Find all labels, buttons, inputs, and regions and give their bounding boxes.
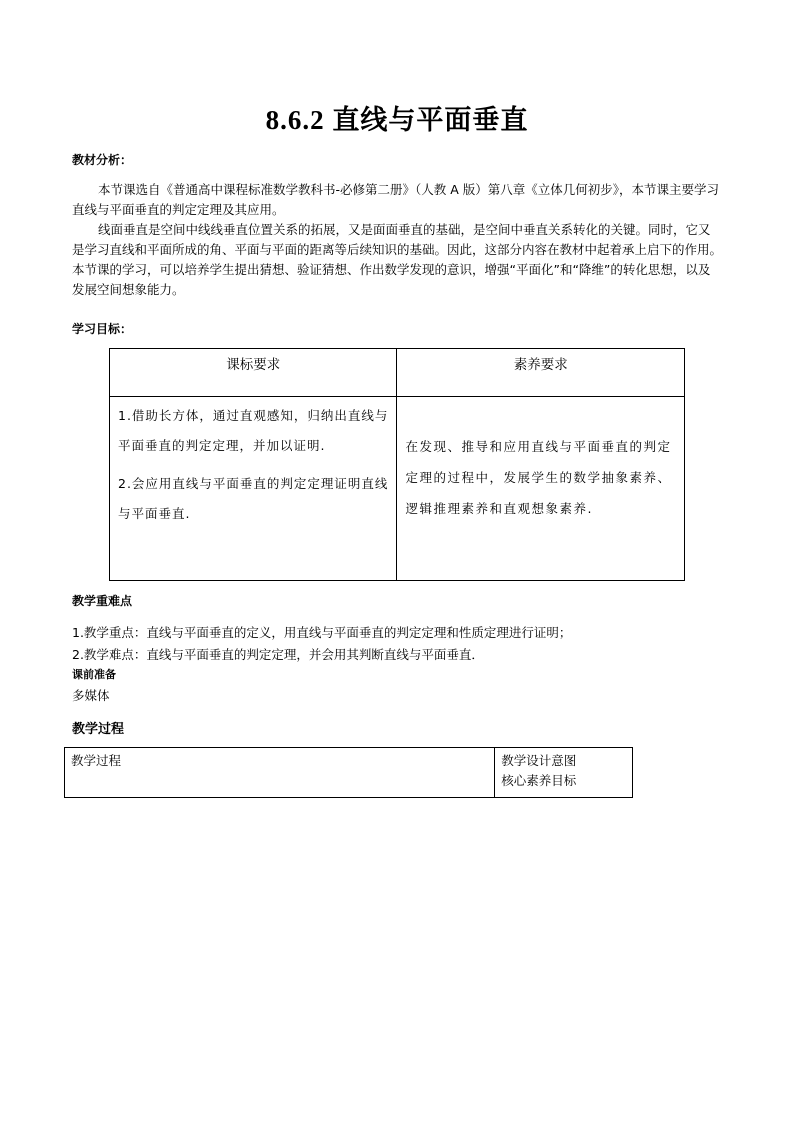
teaching-process-table: [64, 747, 633, 798]
teaching-difficulty: 2.教学难点：直线与平面垂直的判定定理，并会用其判断直线与平面垂直．: [72, 647, 484, 662]
curriculum-requirement-cell: [110, 397, 397, 581]
literacy-requirement-header: 素养要求: [397, 349, 685, 397]
analysis-paragraph-1: 本节课选自《普通高中课程标准数学教科书-必修第二册》（人教 A 版）第八章《立体几何初步》，本节课主要学习直线与平面垂直的判定定理及其应用。: [72, 182, 720, 217]
learning-goals-heading: 学习目标：: [72, 322, 133, 336]
process-column-header: 教学过程: [65, 748, 495, 798]
process-heading: 教学过程: [72, 722, 125, 737]
key-points-heading: 教学重难点: [72, 594, 133, 608]
curriculum-requirement-header: 课标要求: [110, 349, 397, 397]
design-intent-column-header: [495, 748, 633, 798]
preparation-content: 多媒体: [72, 688, 110, 703]
analysis-paragraph-2: 线面垂直是空间中线线垂直位置关系的拓展，又是面面垂直的基础，是空间中垂直关系转化的关键。同时，它又是学习直线和平面所成的角、平面与平面的距离等后续知识的基础。因此，这部分内容在教材中起着承上启下的作用。本节课的学习，可以培养学生提出猜想、验证猜想、作出数学发现的意识，增强“平面化”和“降维”的转化思想，以及发展空间想象能力。: [72, 222, 723, 297]
textbook-analysis-heading: 教材分析：: [72, 153, 133, 167]
literacy-requirement-cell: 在发现、推导和应用直线与平面垂直的判定定理的过程中，发展学生的数学抽象素养、逻辑推理素养和直观想象素养.: [397, 397, 685, 581]
teaching-focus: 1.教学重点：直线与平面垂直的定义，用直线与平面垂直的判定定理和性质定理进行证明；: [72, 625, 572, 640]
curriculum-item-2: 2.会应用直线与平面垂直的判定定理证明直线与平面垂直.: [118, 476, 389, 521]
core-literacy-label: 核心素养目标: [501, 773, 577, 788]
textbook-analysis-body: [72, 180, 722, 300]
page-title: 8.6.2 直线与平面垂直: [265, 105, 529, 135]
preparation-heading: 课前准备: [72, 668, 116, 681]
learning-goals-table: [109, 348, 685, 581]
design-intent-label: 教学设计意图: [501, 753, 577, 768]
curriculum-item-1: 1.借助长方体，通过直观感知，归纳出直线与平面垂直的判定定理，并加以证明.: [118, 408, 389, 453]
